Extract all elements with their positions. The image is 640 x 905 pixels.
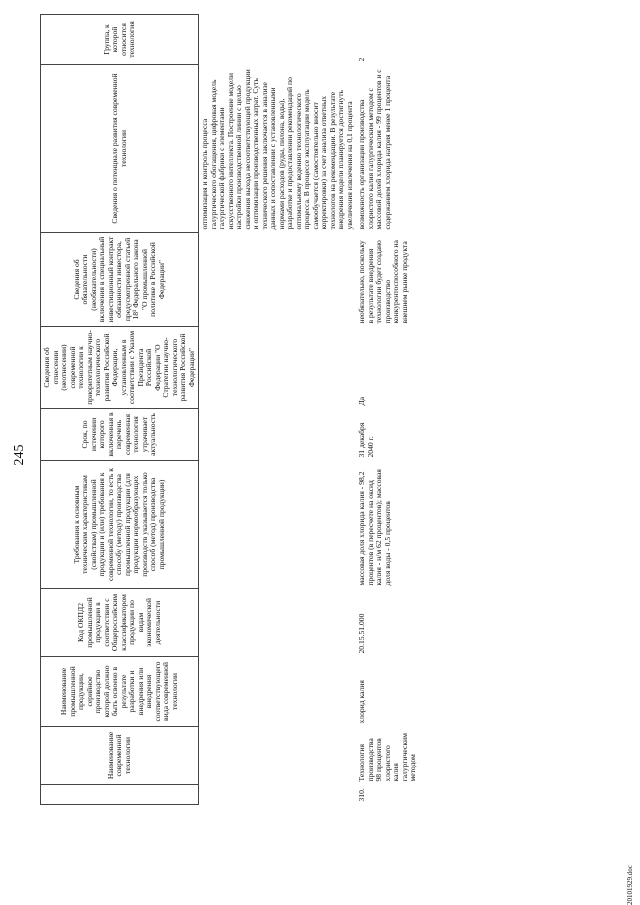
page-number: 245 xyxy=(12,444,27,466)
cell-product: хлорид калия xyxy=(357,680,366,724)
table-row xyxy=(356,15,420,805)
cell-obligation: необязательно, поскольку в результате внедрения технологии будет создано производство конкурентоспособного на внешнем рынке продукта xyxy=(357,240,409,324)
header-cell-priority: Сведения об отнесении (неотнесении) современной технологии к приоритетным научно-технологического развития Российской Федерации, установленным в соответствии с Указом Президента Российской Федерации "О Стратегии научно-технологического развития Российской Федерации" xyxy=(41,327,199,409)
header-cell-okpd: Код ОКПД2 промышленной продукции в соответствии с Общероссийским классификатором продукции по видам экономической деятельности xyxy=(41,589,199,657)
cell-group: 2 xyxy=(357,57,366,62)
header-cell-group: Группа, к которой относится технология xyxy=(41,15,199,65)
header-cell-technology: Наименование современной технологии xyxy=(41,727,199,785)
header-cell-potential: Сведения о потенциале развития современной технологии xyxy=(41,65,199,233)
cell-requirements: массовая доля хлорида калия - 98,2 процентов (в пересчете на оксид калия - н/м 62 процентов); массовая доля воды - 0,5 процентов xyxy=(357,469,392,586)
row-number: 310. xyxy=(357,788,366,802)
cell-priority: Да xyxy=(357,396,366,406)
cell-potential: возможность организации производства хлористого калия галургическим методом с массовой долей хлорида калия - 99 процентов и с содержанием хлорида натрия менее 1 процента xyxy=(357,69,392,230)
header-cell-num xyxy=(41,785,199,805)
header-cell-term: Срок, по истечении которого включенная в перечень современная технология утрачивает актуальность xyxy=(41,409,199,461)
table-header xyxy=(41,15,199,805)
header-cell-obligation: Сведения об обязательности (необязательности) включения в специальный инвестиционный контракт обязанности инвестора, предусмотренной статьей 18¹ Федерального закона "О промышленной политике в Российской Федерации" xyxy=(41,233,199,327)
table-row-continuation xyxy=(199,15,357,805)
cell-term: 31 декабря 2040 г. xyxy=(357,422,375,458)
header-cell-requirements: Требования к основным техническим характеристикам (свойствам) промышленной продукции и (или) требования к современной технологии, то есть к способу (методу) производства промышленной продукции (для продукции нормообразующих производств указывается только способ (метод) производства промышленной продукции) xyxy=(41,461,199,589)
continuation-text: оптимизация и контроль процесса галургического обогащения, цифровая модель галургической фабрики с элементами искусственного интеллекта. Построение модели настройки производственной линии с целью снижения выхода несоответствующей продукции и оптимизации производственных затрат. Суть технического решения заключается в анализе данных и сопоставлении с установленными нормами расходов (руды, пилона, воды), разработке и предоставлении рекомендаций по оптимальному ведению технологического процесса. В процессе эксплуатации модель самообучается (самостоятельно вносит корректировки) за счет анализа ответных технологов на рекомендации. В результате внедрения модели планируется достигнуть увеличения извлечения на 0,1 процента xyxy=(200,69,354,230)
footer-filename: 20101929.doc xyxy=(626,865,634,905)
cell-technology: Технология производства 98 процентов хлористого калия галургическим методом xyxy=(357,733,417,782)
header-cell-product: Наименование промышленной продукции, серийное производство которой должно быть освоено в результате разработки и внедрения или внедрения соответствующего вида современной технологии xyxy=(41,657,199,727)
technology-table xyxy=(40,14,420,805)
cell-okpd: 20.15.51.000 xyxy=(357,613,366,654)
